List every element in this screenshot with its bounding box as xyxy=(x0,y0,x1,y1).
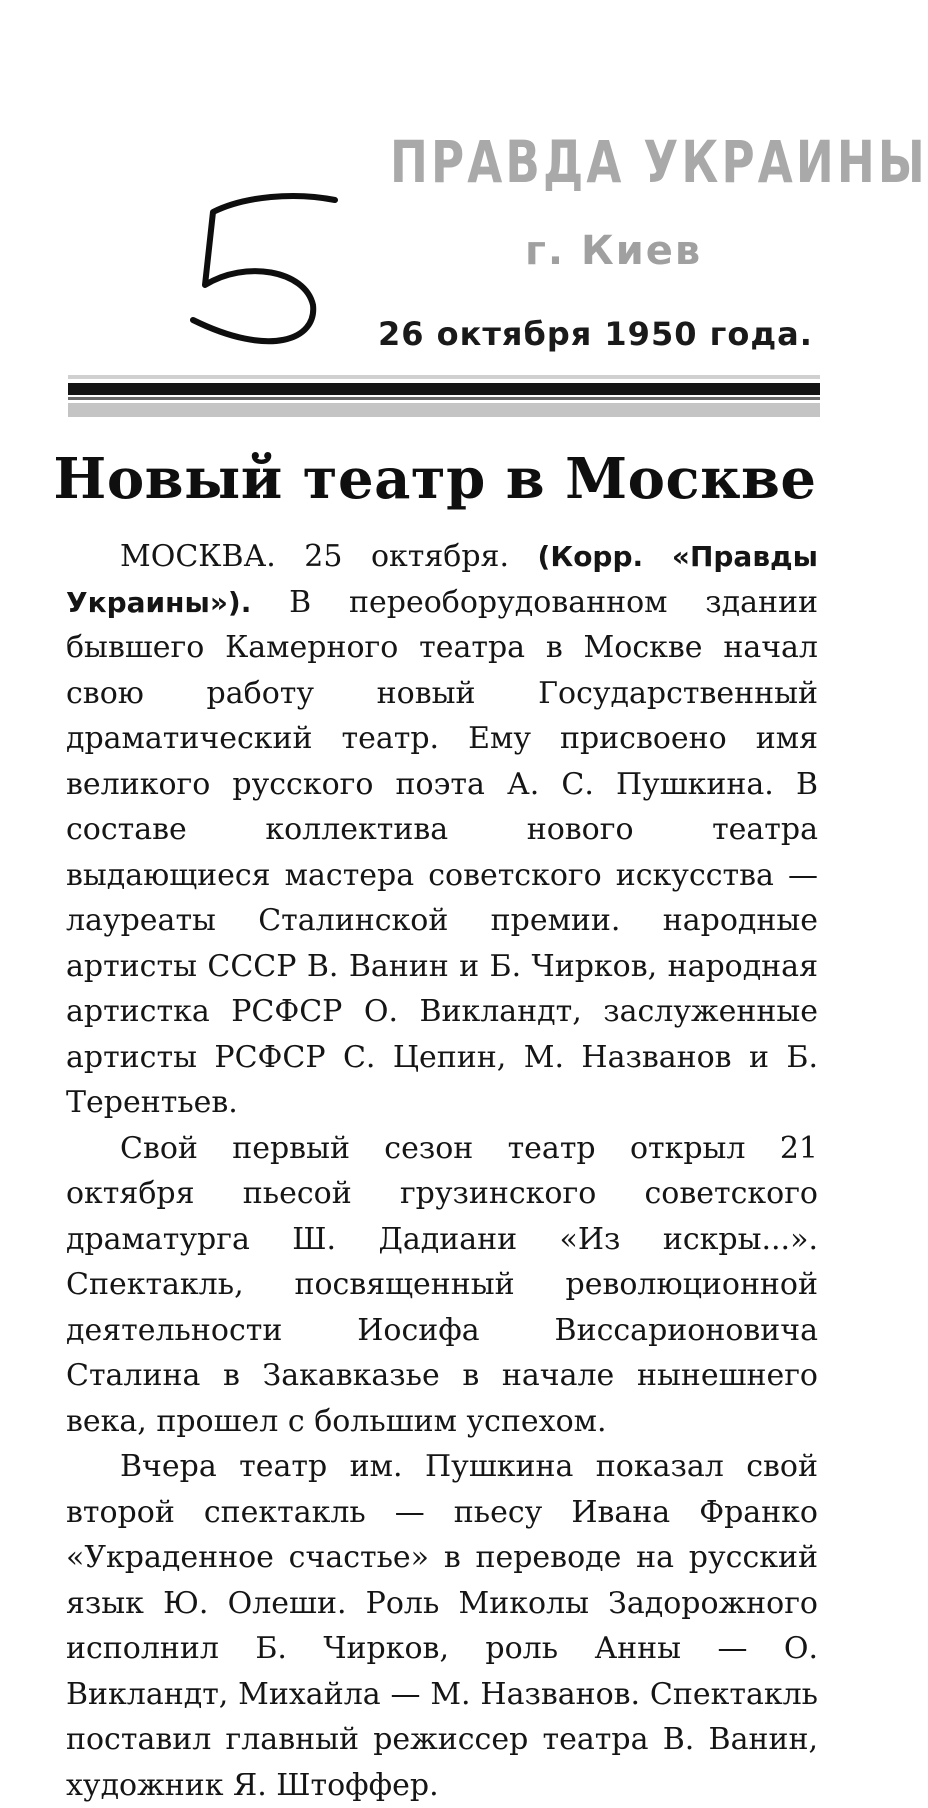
lede-source: (Корр. «Правды Украины»). xyxy=(66,540,818,619)
article-paragraph-3: Вчера театр им. Пушкина показал свой второй спектакль — пьесу Ивана Франко «Украденное счастье» в переводе на русский язык Ю. Олеши. Роль Миколы Задорожного исполнил Б. Чирков, роль Анны — О. Викландт, Михайла — М. Названов. Спектакль поставил главный режиссер театра В. Ванин, художник Я. Штоффер. xyxy=(66,1449,818,1803)
handwritten-number-mark xyxy=(175,190,375,360)
stamp-date: 26 октября 1950 года. xyxy=(378,315,813,353)
article-paragraph-2: Свой первый сезон театр открыл 21 октября пьесой грузинского советского драматурга Ш. Дадиани «Из искры...». Спектакль, посвященный революционной деятельности Иосифа Виссарионовича Сталина в Закавказье в начале нынешнего века, прошел с большим успехом. xyxy=(66,1130,818,1439)
article-headline: Новый театр в Москве xyxy=(53,446,817,512)
article-body xyxy=(66,534,818,1808)
stamp-city: г. Киев xyxy=(525,228,703,274)
lede-dateline: МОСКВА. 25 октября. xyxy=(120,539,510,574)
paragraph-1-text: В переоборудованном здании бывшего Камерного театра в Москве начал свою работу новый Государственный драматический театр. Ему присвоено имя великого русского поэта А. С. Пушкина. В составе коллектива нового театра выдающиеся мастера советского искусства — лауреаты Сталинской премии. народные артисты СССР В. Ванин и Б. Чирков, народная артистка РСФСР О. Викландт, заслуженные артисты РСФСР С. Цепин, М. Названов и Б. Терентьев. xyxy=(66,584,818,1120)
article-paragraph-1 xyxy=(66,534,818,1126)
header-rule xyxy=(68,375,820,419)
stamp-newspaper-name: ПРАВДА УКРАИНЫ xyxy=(390,128,928,196)
